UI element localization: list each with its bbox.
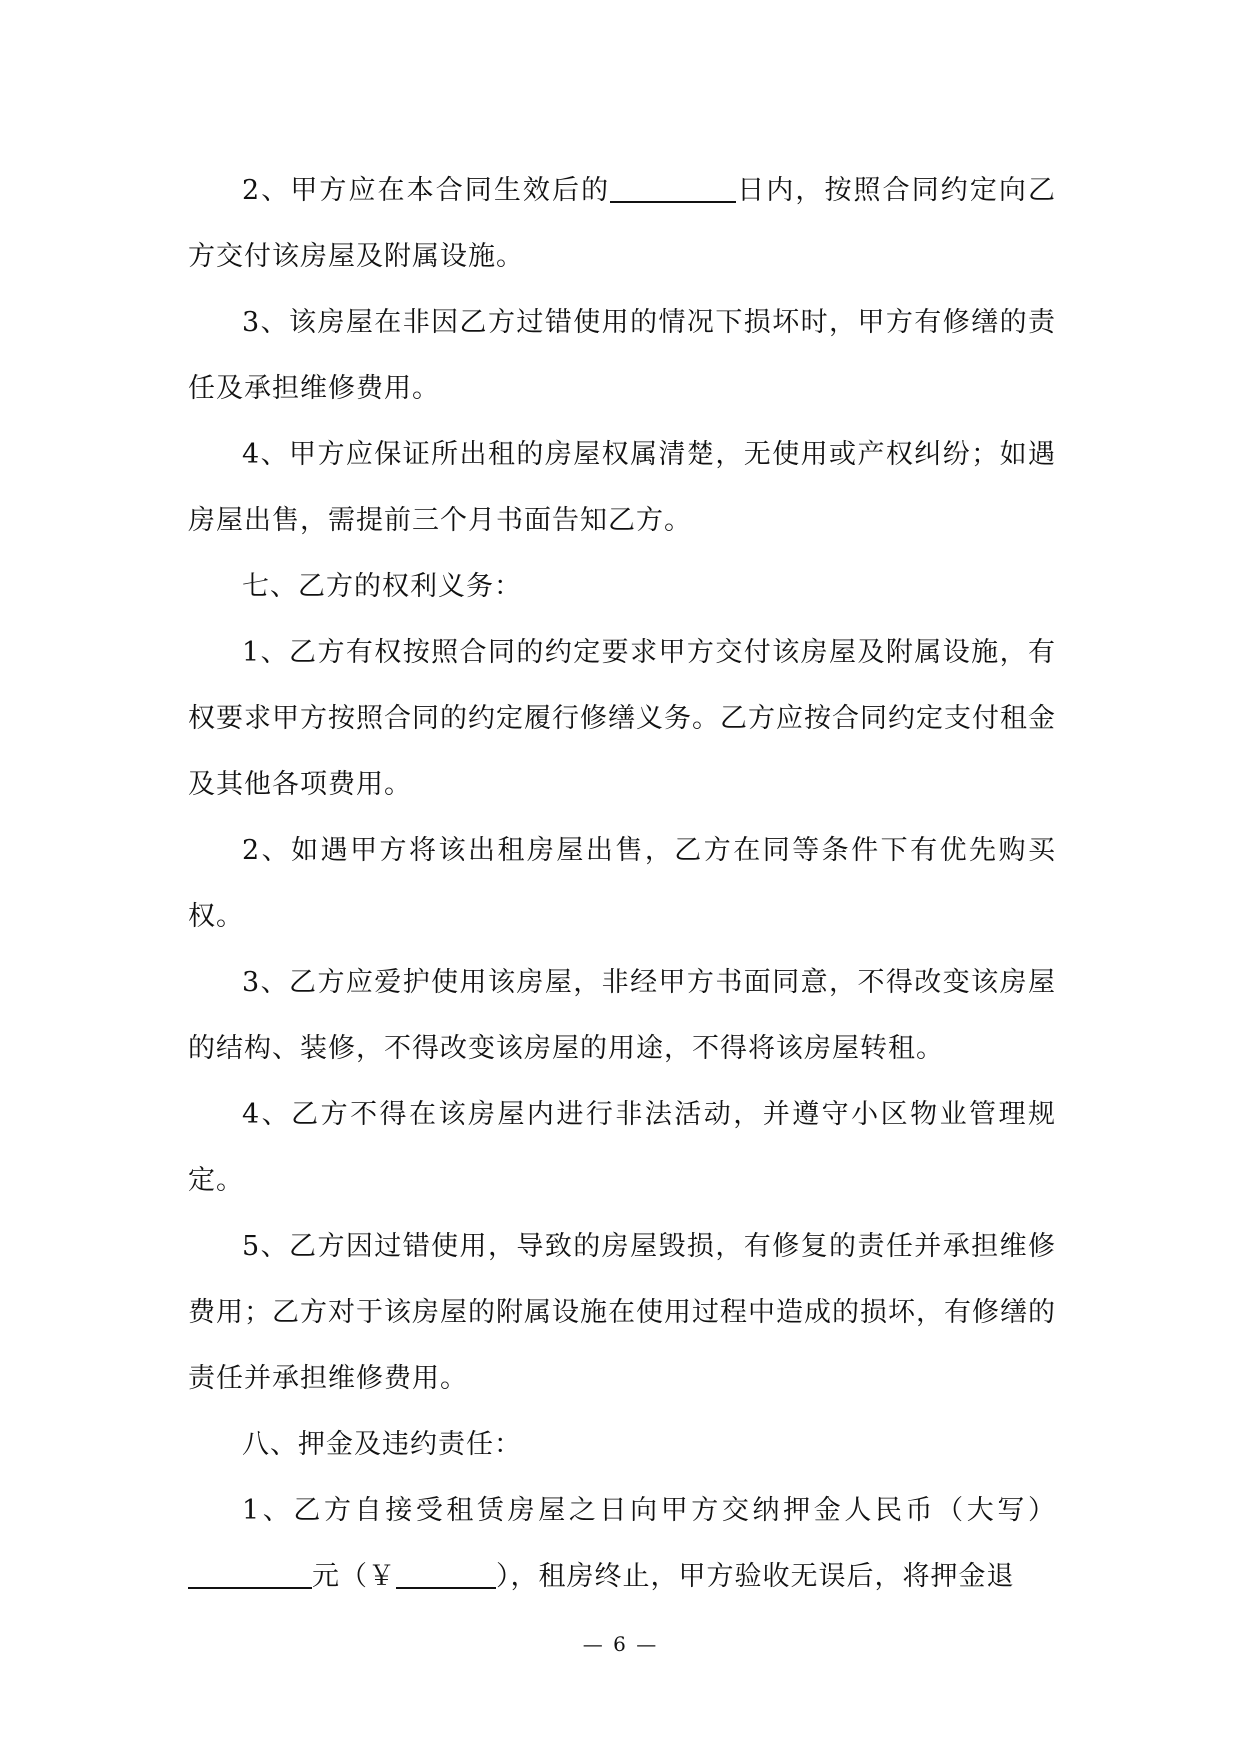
- contract-body: [188, 158, 1056, 1610]
- deposit-amount-blank: [188, 1557, 312, 1589]
- clause-6-2: 2、甲方应在本合同生效后的 日内，按照合同约定向乙方交付该房屋及附属设施。: [188, 158, 1056, 290]
- clause-7-3: 3、乙方应爱护使用该房屋，非经甲方书面同意，不得改变该房屋的结构、装修，不得改变该房屋的用途，不得将该房屋转租。: [188, 967, 1056, 1064]
- clause-8-1: 1、乙方自接受租赁房屋之日向甲方交纳押金人民币（大写）元（￥ ），租房终止，甲方验收无误后，将押金退: [188, 1478, 1056, 1610]
- clause-7-2: 2、如遇甲方将该出租房屋出售，乙方在同等条件下有优先购买权。: [188, 835, 1056, 932]
- clause-7-4: 4、乙方不得在该房屋内进行非法活动，并遵守小区物业管理规定。: [188, 1099, 1056, 1196]
- clause-6-4: 4、甲方应保证所出租的房屋权属清楚，无使用或产权纠纷；如遇房屋出售，需提前三个月书面告知乙方。: [188, 439, 1056, 536]
- clause-6-3: 3、该房屋在非因乙方过错使用的情况下损坏时，甲方有修缮的责任及承担维修费用。: [188, 307, 1056, 404]
- days-blank: [610, 171, 736, 203]
- deposit-figure-blank: [396, 1557, 496, 1589]
- section-8-heading: 八、押金及违约责任：: [242, 1429, 522, 1460]
- clause-7-1: 1、乙方有权按照合同的约定要求甲方交付该房屋及附属设施，有权要求甲方按照合同的约定履行修缮义务。乙方应按合同约定支付租金及其他各项费用。: [188, 637, 1056, 800]
- page-number: — 6 —: [582, 1632, 659, 1656]
- clause-7-5: 5、乙方因过错使用，导致的房屋毁损，有修复的责任并承担维修费用；乙方对于该房屋的附属设施在使用过程中造成的损坏，有修缮的责任并承担维修费用。: [188, 1231, 1056, 1394]
- section-7-heading: 七、乙方的权利义务：: [242, 571, 522, 602]
